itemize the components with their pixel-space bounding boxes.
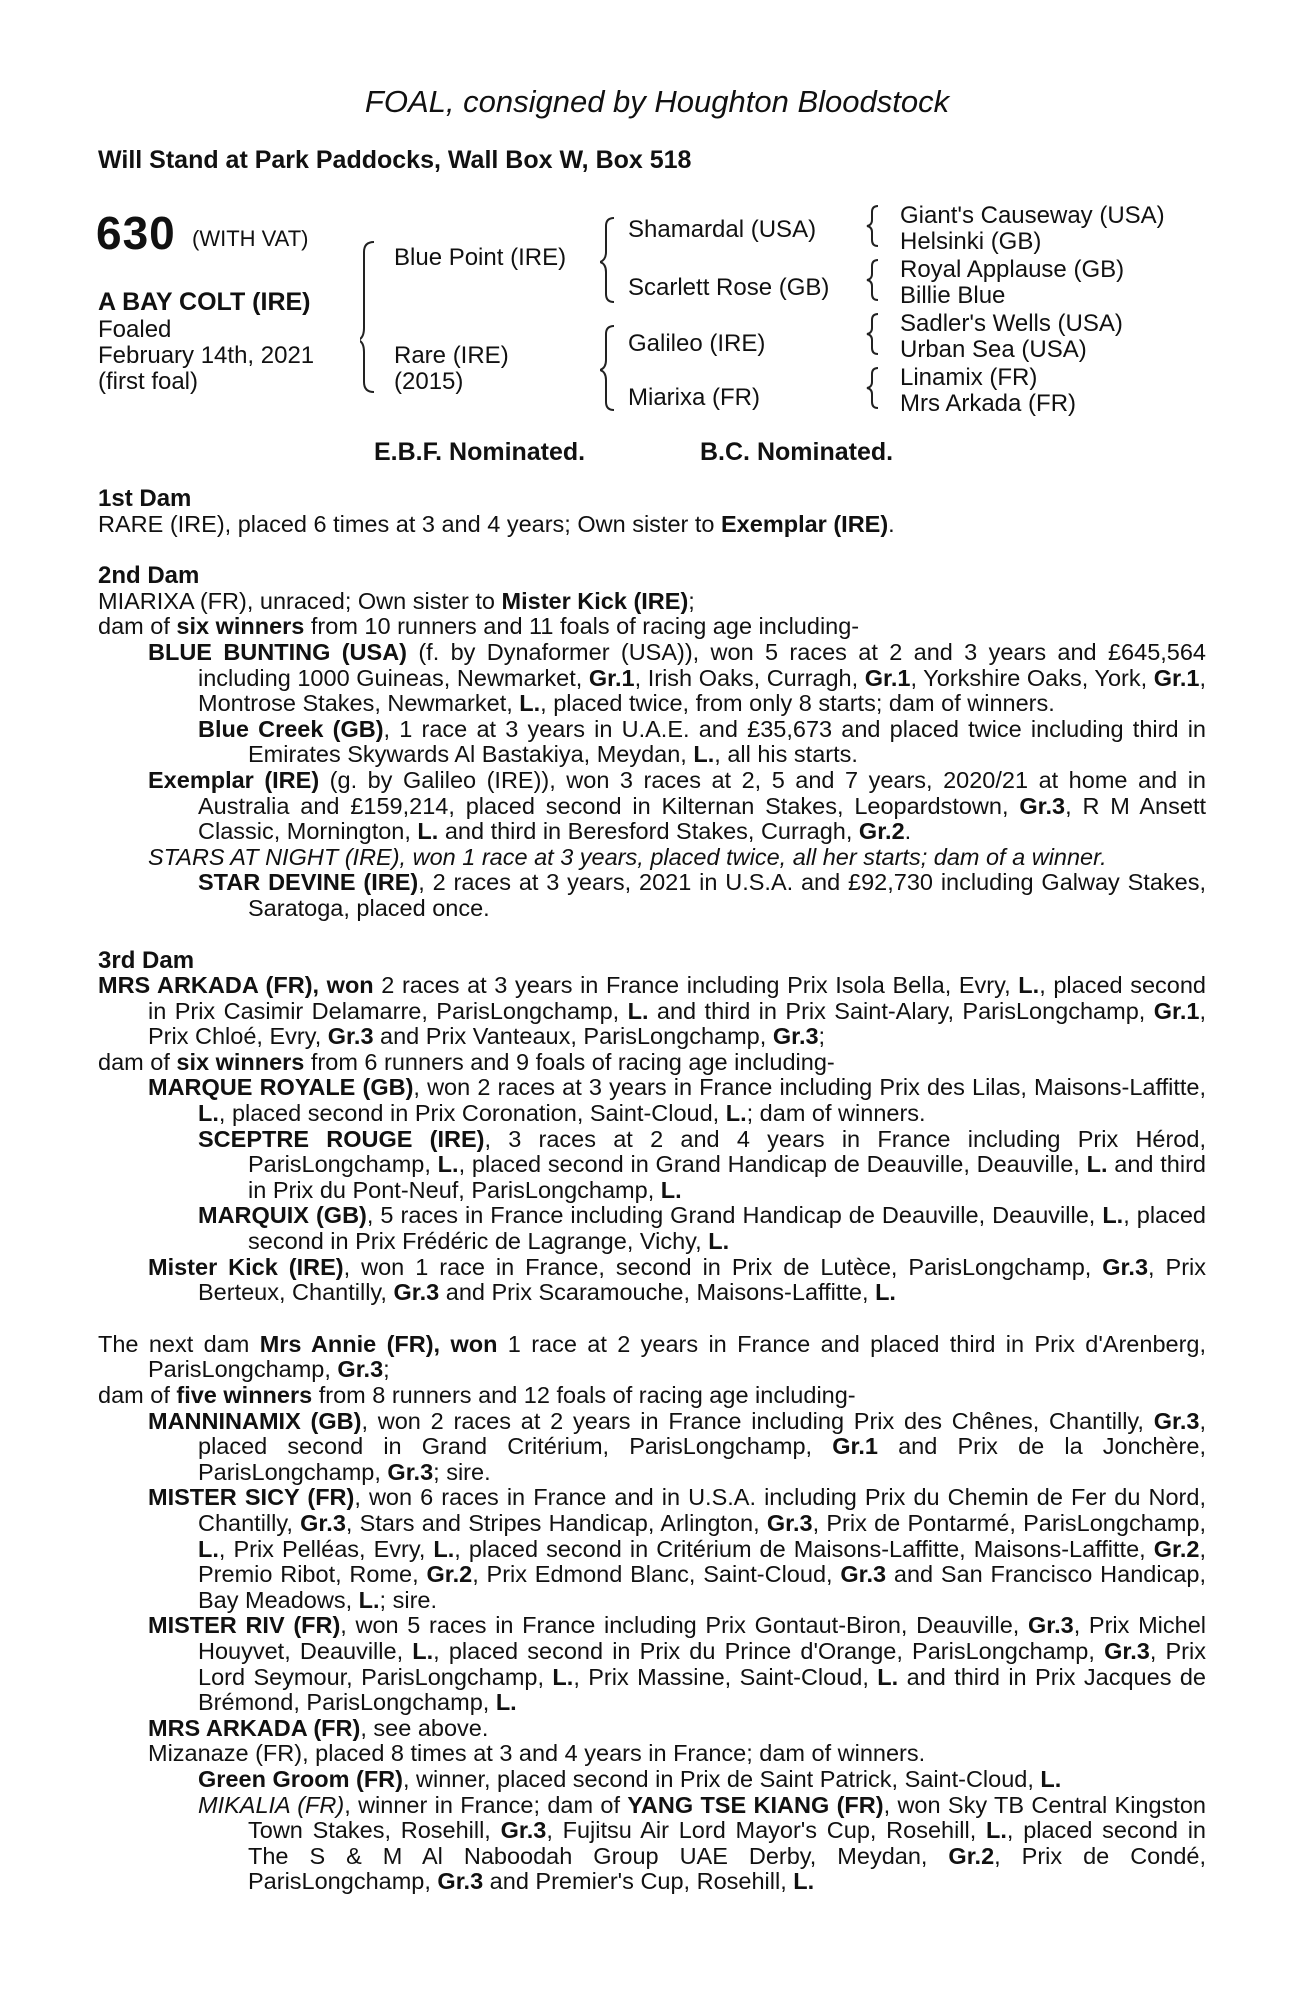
produce-mikalia: MIKALIA (FR), winner in France; dam of YANG TSE KIANG (FR), won Sky TB Central Kingston Town Stakes, Rosehill, Gr.3, Fujitsu Air Lord Mayor's Cup, Rosehill, L., placed second in The S & M Al Naboodah Group UAE Derby, Meydan, Gr.2, Prix de Condé, ParisLongchamp, Gr.3 and Premier's Cup, Rosehill, L. xyxy=(198,1791,1206,1895)
produce-marquix: MARQUIX (GB), 5 races in France including Grand Handicap de Deauville, Deauville, L., placed second in Prix Frédéric de Lagrange, Vichy, L. xyxy=(198,1202,1207,1255)
second-dam-heading: 2nd Dam xyxy=(98,562,200,590)
ggs-4: Billie Blue xyxy=(900,282,1006,309)
third-dam-produce-summary: dam of six winners from 6 runners and 9 foals of racing age including- xyxy=(98,1048,835,1075)
sire: Blue Point (IRE) xyxy=(394,244,567,271)
produce-mister-sicy: MISTER SICY (FR), won 6 races in France and in U.S.A. including Prix du Chemin de Fer du Nord, Chantilly, Gr.3, Stars and Stripes Handicap, Arlington, Gr.3, Prix de Pontarmé, ParisLongchamp, L., Prix Pelléas, Evry, L., placed second in Critérium de Maisons-Laffitte, Maisons-Laffitte, Gr.2, Premio Ribot, Rome, Gr.2, Prix Edmond Blanc, Saint-Cloud, Gr.3 and San Francisco Handicap, Bay Meadows, L.; sire. xyxy=(148,1484,1207,1613)
second-dam-line2: dam of six winners from 10 runners and 11 foals of racing age including- xyxy=(98,613,860,640)
lot-number: 630 xyxy=(96,207,176,259)
ggs-7: Linamix (FR) xyxy=(900,364,1038,391)
bc-nomination: B.C. Nominated. xyxy=(700,438,894,466)
produce-blue-bunting: BLUE BUNTING (USA) (f. by Dynaformer (USA)), won 5 races at 2 and 3 years and £645,564 including 1000 Guineas, Newmarket, Gr.1, Irish Oaks, Curragh, Gr.1, Yorkshire Oaks, York, Gr.1, Montrose Stakes, Newmarket, L., placed twice, from only 8 starts; dam of winners. xyxy=(148,638,1206,717)
horse-name: A BAY COLT (IRE) xyxy=(98,288,311,316)
vat-note: (WITH VAT) xyxy=(192,226,309,251)
dam-dam: Miarixa (FR) xyxy=(628,384,760,411)
next-dam-produce-summary: dam of five winners from 8 runners and 12 foals of racing age including- xyxy=(98,1382,856,1408)
sire-sire: Shamardal (USA) xyxy=(628,216,817,243)
produce-sceptre-rouge: SCEPTRE ROUGE (IRE), 3 races at 2 and 4 years in France including Prix Hérod, ParisLongchamp, L., placed second in Grand Handicap de Deauville, Deauville, L. and third in Prix du Pont-Neuf, ParisLongchamp, L. xyxy=(198,1125,1206,1203)
catalogue-title: FOAL, consigned by Houghton Bloodstock xyxy=(364,84,950,119)
dam-year: (2015) xyxy=(394,368,464,395)
produce-exemplar: Exemplar (IRE) (g. by Galileo (IRE)), won 3 races at 2, 5 and 7 years, 2020/21 at home and in Australia and £159,214, placed second in Kilternan Stakes, Leopardstown, Gr.3, R M Ansett Classic, Mornington, L. and third in Beresford Stakes, Curragh, Gr.2. xyxy=(148,766,1206,845)
first-dam-text: RARE (IRE), placed 6 times at 3 and 4 years; Own sister to Exemplar (IRE). xyxy=(98,510,895,537)
foaled-date: February 14th, 2021 xyxy=(98,342,315,369)
sire-dam: Scarlett Rose (GB) xyxy=(628,274,830,301)
produce-manninamix: MANNINAMIX (GB), won 2 races at 2 years in France including Prix des Chênes, Chantilly, Gr.3, placed second in Grand Critérium, ParisLongchamp, Gr.1 and Prix de la Jonchère, ParisLongchamp, Gr.3; sire. xyxy=(148,1407,1207,1485)
dam-sire: Galileo (IRE) xyxy=(628,330,766,357)
produce-blue-creek: Blue Creek (GB), 1 race at 3 years in U.A.E. and £35,673 and placed twice including third in Emirates Skywards Al Bastakiya, Meydan, L., all his starts. xyxy=(198,715,1207,768)
pedigree-brackets-2 xyxy=(600,210,630,430)
produce-mister-kick: Mister Kick (IRE), won 1 race in France, second in Prix de Lutèce, ParisLongchamp, Gr.3, Prix Berteux, Chantilly, Gr.3 and Prix Scaramouche, Maisons-Laffitte, L. xyxy=(148,1253,1206,1306)
ggs-3: Royal Applause (GB) xyxy=(900,256,1125,283)
first-dam-heading: 1st Dam xyxy=(98,485,192,512)
dam: Rare (IRE) xyxy=(394,342,509,369)
ggs-2: Helsinki (GB) xyxy=(900,228,1042,255)
stand-location: Will Stand at Park Paddocks, Wall Box W, Box 518 xyxy=(98,146,692,174)
ggs-8: Mrs Arkada (FR) xyxy=(900,390,1077,417)
third-dam-heading: 3rd Dam xyxy=(98,946,195,974)
produce-mrs-arkada: MRS ARKADA (FR), see above. xyxy=(148,1714,489,1741)
second-dam-line1: MIARIXA (FR), unraced; Own sister to Mister Kick (IRE); xyxy=(98,587,695,614)
foaled-label: Foaled xyxy=(98,316,172,343)
ggs-6: Urban Sea (USA) xyxy=(900,336,1087,363)
pedigree-brackets-3 xyxy=(866,200,896,420)
produce-stars-at-night: STARS AT NIGHT (IRE), won 1 race at 3 years, placed twice, all her starts; dam of a winner. xyxy=(148,843,1107,870)
produce-mizanaze: Mizanaze (FR), placed 8 times at 3 and 4 years in France; dam of winners. xyxy=(148,1740,926,1767)
produce-green-groom: Green Groom (FR), winner, placed second in Prix de Saint Patrick, Saint-Cloud, L. xyxy=(198,1765,1062,1792)
produce-mister-riv: MISTER RIV (FR), won 5 races in France including Prix Gontaut-Biron, Deauville, Gr.3, Prix Michel Houyvet, Deauville, L., placed second in Prix du Prince d'Orange, ParisLongchamp, Gr.3, Prix Lord Seymour, ParisLongchamp, L., Prix Massine, Saint-Cloud, L. and third in Prix Jacques de Brémond, ParisLongchamp, L. xyxy=(148,1612,1206,1716)
produce-star-devine: STAR DEVINE (IRE), 2 races at 3 years, 2021 in U.S.A. and £92,730 including Galway Stakes, Saratoga, placed once. xyxy=(198,869,1206,921)
ggs-5: Sadler's Wells (USA) xyxy=(900,310,1123,337)
dam-record xyxy=(98,486,1206,1895)
foal-note: (first foal) xyxy=(98,368,199,395)
third-dam-text: MRS ARKADA (FR), won 2 races at 3 years in France including Prix Isola Bella, Evry, L., placed second in Prix Casimir Delamarre, ParisLongchamp, L. and third in Prix Saint-Alary, ParisLongchamp, Gr.1, Prix Chloé, Evry, Gr.3 and Prix Vanteaux, ParisLongchamp, Gr.3; xyxy=(98,972,1206,1050)
produce-marque-royale: MARQUE ROYALE (GB), won 2 races at 3 years in France including Prix des Lilas, Maisons-Laffitte, L., placed second in Prix Coronation, Saint-Cloud, L.; dam of winners. xyxy=(148,1074,1206,1127)
ebf-nomination: E.B.F. Nominated. xyxy=(374,438,586,466)
next-dam-text: The next dam Mrs Annie (FR), won 1 race at 2 years in France and placed third in Prix d'Arenberg, ParisLongchamp, Gr.3; xyxy=(98,1330,1207,1383)
ggs-1: Giant's Causeway (USA) xyxy=(900,202,1165,229)
